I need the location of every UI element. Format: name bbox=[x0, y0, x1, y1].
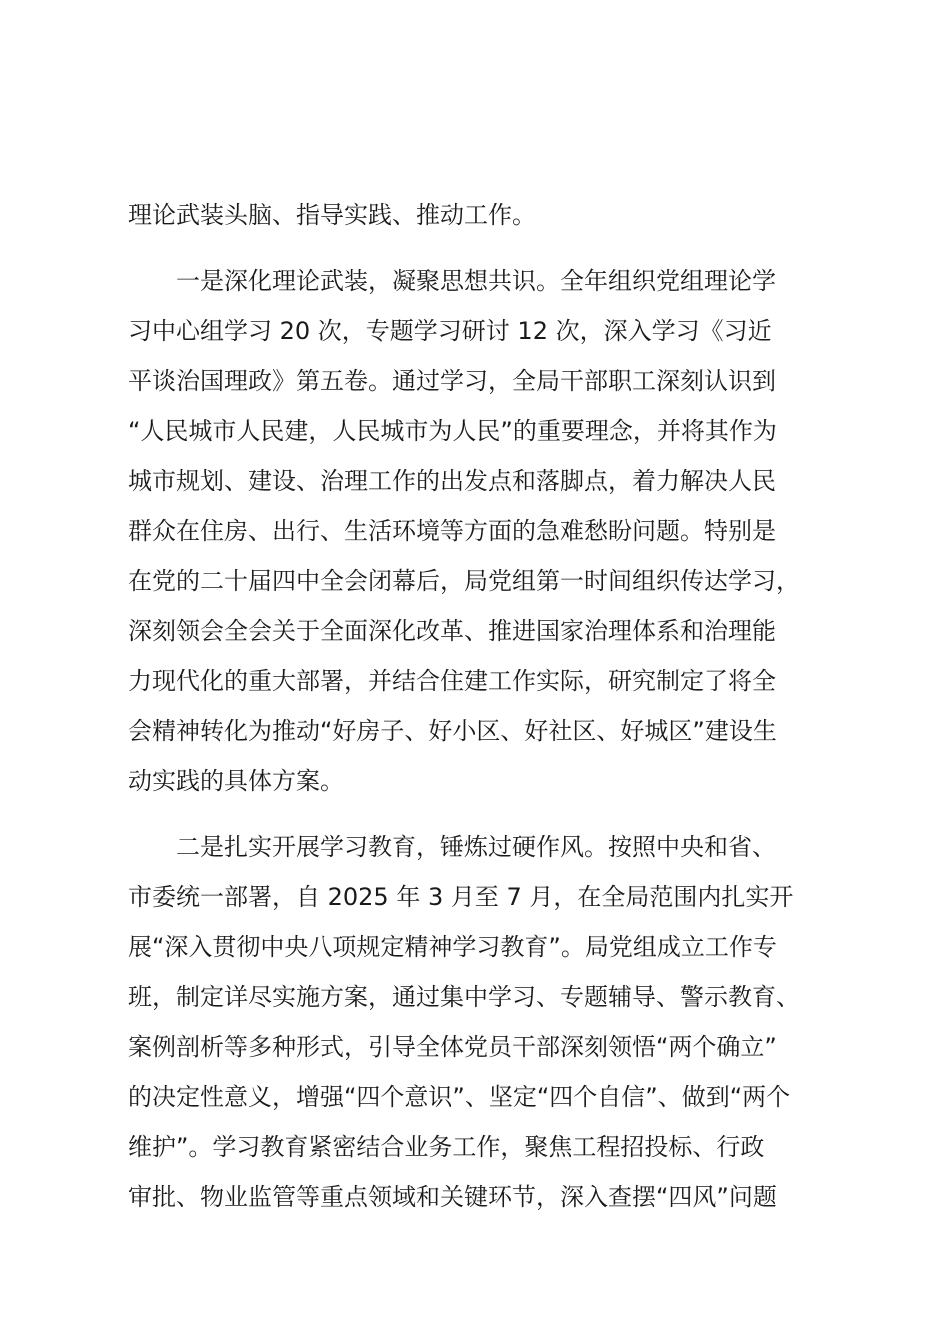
text-line: 二是扎实开展学习教育，锤炼过硬作风。按照中央和省、 bbox=[176, 833, 776, 861]
document-body bbox=[128, 190, 828, 1222]
text-line: 市委统一部署，自 2025 年 3 月至 7 月，在全局范围内扎实开 bbox=[128, 883, 794, 911]
text-line: 案例剖析等多种形式，引导全体党员干部深刻领悟“两个确立” bbox=[128, 1033, 777, 1061]
text-line: 维护”。学习教育紧密结合业务工作，聚焦工程招投标、行政 bbox=[128, 1133, 765, 1161]
text-line: 习中心组学习 20 次，专题学习研讨 12 次，深入学习《习近 bbox=[128, 317, 772, 345]
paragraph-continuation bbox=[128, 190, 828, 240]
text-line: 动实践的具体方案。 bbox=[128, 767, 344, 795]
text-line: 展“深入贯彻中央八项规定精神学习教育”。局党组成立工作专 bbox=[128, 933, 777, 961]
text-line: 审批、物业监管等重点领域和关键环节，深入查摆“四风”问题 bbox=[128, 1183, 777, 1211]
text-line: 理论武装头脑、指导实践、推动工作。 bbox=[128, 201, 536, 229]
text-line: 力现代化的重大部署，并结合住建工作实际，研究制定了将全 bbox=[128, 667, 776, 695]
text-line: 在党的二十届四中全会闭幕后，局党组第一时间组织传达学习， bbox=[128, 567, 800, 595]
text-line: 班，制定详尽实施方案，通过集中学习、专题辅导、警示教育、 bbox=[128, 983, 800, 1011]
text-line: 城市规划、建设、治理工作的出发点和落脚点，着力解决人民 bbox=[128, 467, 776, 495]
text-line: 的决定性意义，增强“四个意识”、坚定“四个自信”、做到“两个 bbox=[128, 1083, 791, 1111]
text-line: 平谈治国理政》第五卷。通过学习，全局干部职工深刻认识到 bbox=[128, 367, 776, 395]
text-line: 一是深化理论武装，凝聚思想共识。全年组织党组理论学 bbox=[176, 267, 776, 295]
text-line: 会精神转化为推动“好房子、好小区、好社区、好城区”建设生 bbox=[128, 717, 777, 745]
paragraph-theory-study bbox=[128, 256, 828, 806]
text-line: “人民城市人民建，人民城市为人民”的重要理念，并将其作为 bbox=[128, 417, 777, 445]
paragraph-learning-education bbox=[128, 822, 828, 1222]
text-line: 深刻领会全会关于全面深化改革、推进国家治理体系和治理能 bbox=[128, 617, 776, 645]
text-line: 群众在住房、出行、生活环境等方面的急难愁盼问题。特别是 bbox=[128, 517, 776, 545]
